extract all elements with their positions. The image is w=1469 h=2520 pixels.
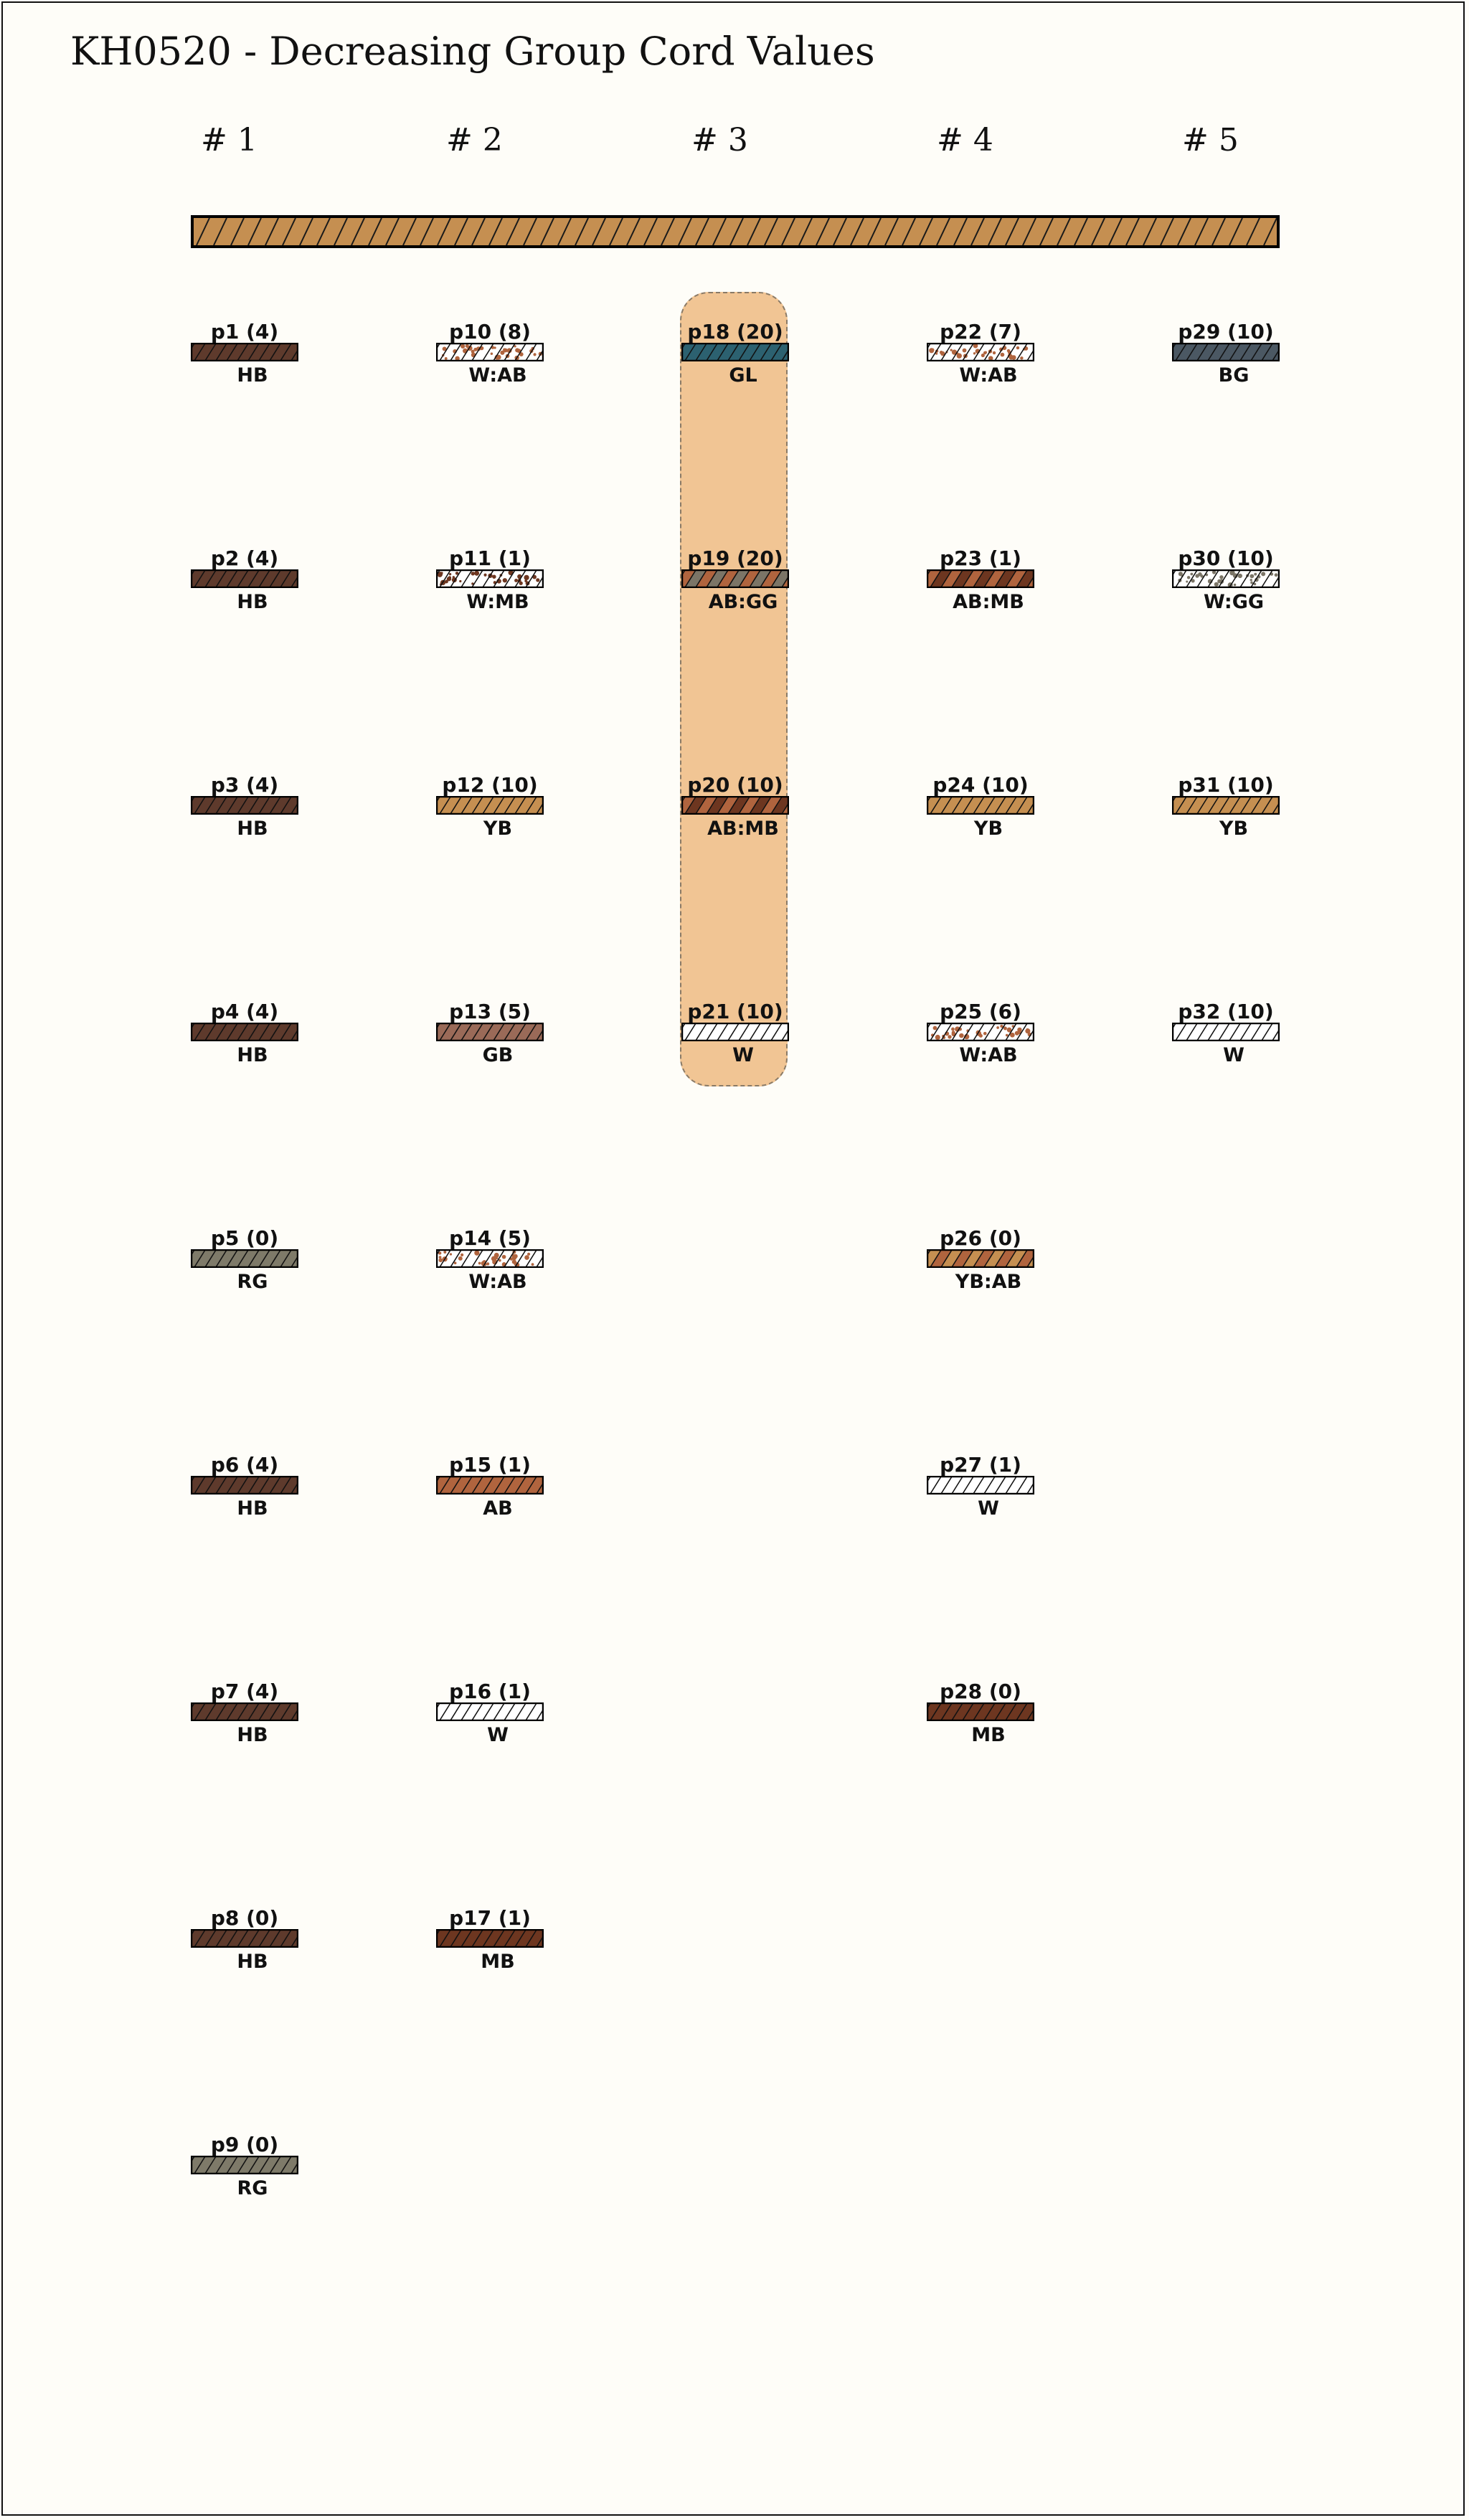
pendant-cord [191, 343, 298, 361]
pendant-cord [681, 1023, 789, 1041]
pendant-label: p16 (1) [449, 1680, 531, 1703]
pendant-cord [436, 796, 544, 815]
pendant-cord [681, 796, 789, 815]
pendant-p10 [436, 320, 544, 387]
pendant-p2 [191, 546, 298, 613]
pendant-cord [927, 343, 1034, 361]
pendant-label: p18 (20) [687, 320, 783, 344]
group-label-5: # 5 [1182, 122, 1239, 158]
pendant-color-code: AB:MB [707, 818, 779, 840]
pendant-cord [1172, 569, 1280, 588]
pendant-color-code: W:GG [1203, 591, 1265, 613]
pendant-p30 [1172, 546, 1280, 613]
pendant-color-code: W:AB [468, 1271, 527, 1293]
pendant-color-code: AB [483, 1497, 513, 1520]
pendant-color-code: W [1223, 1044, 1244, 1066]
pendant-label: p30 (10) [1178, 546, 1274, 570]
pendant-p3 [191, 773, 298, 840]
pendant-cord [1172, 1023, 1280, 1041]
pendant-cord [191, 1702, 298, 1721]
pendant-color-code: W [487, 1724, 509, 1746]
pendant-label: p12 (10) [442, 773, 538, 797]
pendant-color-code: HB [237, 1951, 268, 1973]
pendant-color-code: GL [729, 364, 757, 387]
pendant-color-code: HB [237, 818, 268, 840]
pendant-label: p23 (1) [940, 546, 1021, 570]
pendant-p21 [681, 1000, 789, 1066]
pendant-label: p15 (1) [449, 1453, 531, 1477]
pendant-p9 [191, 2133, 298, 2199]
pendant-label: p2 (4) [210, 546, 279, 570]
pendant-label: p31 (10) [1178, 773, 1274, 797]
pendant-p8 [191, 1906, 298, 1973]
pendant-label: p13 (5) [449, 1000, 531, 1023]
pendant-p31 [1172, 773, 1280, 840]
pendant-color-code: W:AB [959, 1044, 1018, 1066]
pendant-label: p9 (0) [210, 2133, 279, 2156]
pendant-label: p4 (4) [210, 1000, 279, 1023]
pendant-cord [927, 1249, 1034, 1268]
main-cord-twist [194, 218, 1277, 245]
pendant-cord [927, 796, 1034, 815]
pendant-p22 [927, 320, 1034, 387]
pendant-p15 [436, 1453, 544, 1520]
pendant-p27 [927, 1453, 1034, 1520]
pendant-p5 [191, 1226, 298, 1293]
pendant-p25 [927, 1000, 1034, 1066]
pendant-cord [1172, 343, 1280, 361]
group-label-4: # 4 [937, 122, 993, 158]
pendant-p29 [1172, 320, 1280, 387]
group-label-1: # 1 [201, 122, 258, 158]
pendant-cord [436, 569, 544, 588]
pendant-cord [436, 1476, 544, 1495]
pendant-cord [436, 1929, 544, 1948]
pendant-cord [191, 2156, 298, 2174]
pendant-label: p27 (1) [940, 1453, 1021, 1477]
pendant-color-code: MB [971, 1724, 1006, 1746]
pendant-p1 [191, 320, 298, 387]
pendant-label: p14 (5) [449, 1226, 531, 1250]
pendant-label: p1 (4) [210, 320, 279, 344]
pendant-label: p22 (7) [940, 320, 1021, 344]
pendant-cord [191, 1249, 298, 1268]
pendant-label: p6 (4) [210, 1453, 279, 1477]
pendant-p17 [436, 1906, 544, 1973]
pendant-label: p32 (10) [1178, 1000, 1274, 1023]
pendant-label: p21 (10) [687, 1000, 783, 1023]
pendant-cord [191, 569, 298, 588]
pendant-label: p25 (6) [940, 1000, 1021, 1023]
pendant-label: p20 (10) [687, 773, 783, 797]
pendant-color-code: HB [237, 364, 268, 387]
pendant-label: p8 (0) [210, 1906, 279, 1930]
pendant-color-code: YB [483, 818, 513, 840]
pendant-color-code: W:MB [466, 591, 529, 613]
pendant-p7 [191, 1680, 298, 1746]
main-cord [191, 215, 1280, 248]
pendant-color-code: RG [237, 1271, 268, 1293]
pendant-p11 [436, 546, 544, 613]
group-label-3: # 3 [691, 122, 748, 158]
pendant-cord [927, 569, 1034, 588]
pendant-cord [927, 1023, 1034, 1041]
pendant-p12 [436, 773, 544, 840]
pendant-cord [436, 343, 544, 361]
pendant-p23 [927, 546, 1034, 613]
pendant-color-code: HB [237, 1044, 268, 1066]
pendant-color-code: MB [481, 1951, 515, 1973]
group-label-2: # 2 [446, 122, 503, 158]
pendant-label: p29 (10) [1178, 320, 1274, 344]
pendant-color-code: AB:MB [953, 591, 1024, 613]
pendant-p13 [436, 1000, 544, 1066]
pendant-p14 [436, 1226, 544, 1293]
pendant-p32 [1172, 1000, 1280, 1066]
pendant-p26 [927, 1226, 1034, 1293]
pendant-label: p7 (4) [210, 1680, 279, 1703]
pendant-color-code: YB:AB [955, 1271, 1022, 1293]
pendant-p4 [191, 1000, 298, 1066]
pendant-color-code: BG [1218, 364, 1250, 387]
pendant-color-code: W [732, 1044, 754, 1066]
group-3-highlight [680, 292, 788, 1086]
pendant-p6 [191, 1453, 298, 1520]
pendant-label: p28 (0) [940, 1680, 1021, 1703]
pendant-color-code: W:AB [468, 364, 527, 387]
pendant-color-code: HB [237, 1724, 268, 1746]
pendant-color-code: AB:GG [708, 591, 778, 613]
pendant-cord [436, 1023, 544, 1041]
pendant-color-code: GB [482, 1044, 514, 1066]
pendant-color-code: YB [1219, 818, 1249, 840]
pendant-p20 [681, 773, 789, 840]
pendant-cord [436, 1702, 544, 1721]
pendant-color-code: W [978, 1497, 999, 1520]
pendant-label: p26 (0) [940, 1226, 1021, 1250]
pendant-cord [681, 343, 789, 361]
pendant-color-code: HB [237, 1497, 268, 1520]
pendant-label: p19 (20) [687, 546, 783, 570]
pendant-cord [927, 1476, 1034, 1495]
pendant-cord [191, 1476, 298, 1495]
pendant-label: p17 (1) [449, 1906, 531, 1930]
pendant-p24 [927, 773, 1034, 840]
pendant-label: p11 (1) [449, 546, 531, 570]
pendant-color-code: RG [237, 2177, 268, 2199]
pendant-cord [927, 1702, 1034, 1721]
pendant-color-code: HB [237, 591, 268, 613]
pendant-cord [436, 1249, 544, 1268]
pendant-cord [681, 569, 789, 588]
pendant-label: p5 (0) [210, 1226, 279, 1250]
pendant-p18 [681, 320, 789, 387]
pendant-color-code: YB [973, 818, 1003, 840]
pendant-cord [191, 796, 298, 815]
pendant-cord [1172, 796, 1280, 815]
pendant-cord [191, 1929, 298, 1948]
pendant-cord [191, 1023, 298, 1041]
pendant-p19 [681, 546, 789, 613]
page-title: KH0520 - Decreasing Group Cord Values [70, 29, 875, 74]
pendant-label: p10 (8) [449, 320, 531, 344]
pendant-p28 [927, 1680, 1034, 1746]
pendant-p16 [436, 1680, 544, 1746]
pendant-label: p3 (4) [210, 773, 279, 797]
pendant-label: p24 (10) [932, 773, 1029, 797]
pendant-color-code: W:AB [959, 364, 1018, 387]
